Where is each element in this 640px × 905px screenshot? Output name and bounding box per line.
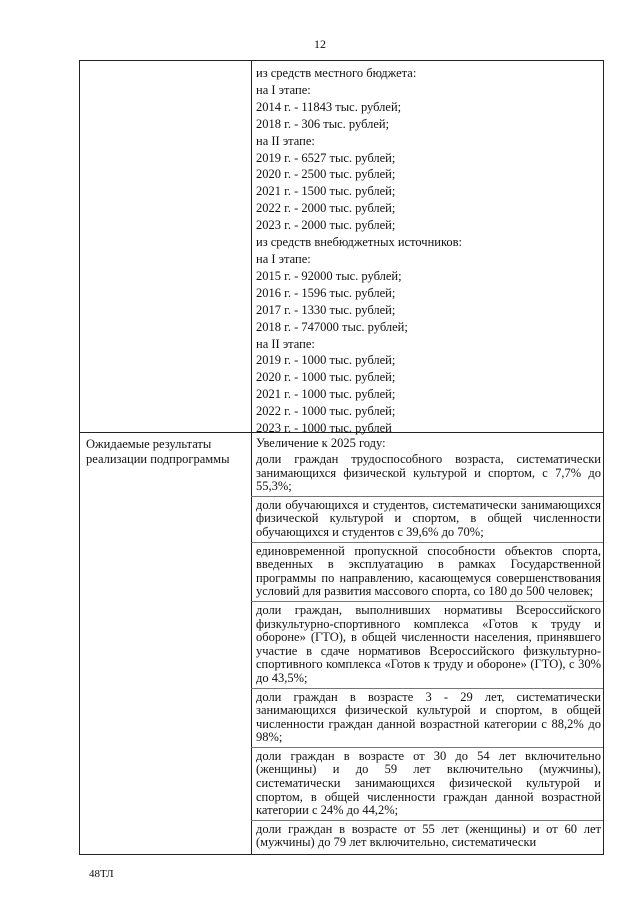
result-item: доли граждан трудоспособного возраста, систематически занимающихся физической культурой и спортом, с 7,7% до 55,3%; [256,452,601,494]
budget-line: 2021 г. - 1500 тыс. рублей; [256,184,396,199]
budget-line: 2020 г. - 1000 тыс. рублей; [256,370,396,385]
result-item: доли граждан в возрасте от 30 до 54 лет включительно (женщины) и до 59 лет включительно (мужчины), систематически занимающихся физической культурой и спортом, в общей численности граждан данной возрастной категории с 24% до 44,2%; [251,747,604,820]
budget-line: 2019 г. - 1000 тыс. рублей; [256,353,396,368]
result-item: доли граждан в возрасте 3 - 29 лет, систематически занимающихся физической культурой и спортом, в общей численности граждан данной возрастной категории с 88,2% до 98%; [251,688,604,747]
program-table [79,60,604,855]
budget-line: 2016 г. - 1596 тыс. рублей; [256,285,396,300]
result-item: доли граждан, выполнивших нормативы Всероссийского физкультурно-спортивного комплекса «Готов к труду и обороне» (ГТО), в общей численности населения, принявшего участие в сдаче нормативов Всероссийского физкультурно-спортивного комплекса «Готов к труду и обороне» (ГТО), с 30% до 43,5%; [251,601,604,688]
budget-line: из средств местного бюджета: [256,66,417,80]
budget-line: на II этапе: [256,336,315,351]
result-item: доли обучающихся и студентов, систематически занимающихся физической культурой и спортом, в общей численности обучающихся и студентов с 39,6% до 70%; [251,496,604,542]
result-item: единовременной пропускной способности объектов спорта, введенных в эксплуатацию в рамках Государственной программы по направлению, касающемуся совершенствования условий для развития массового спорта, со 180 до 500 человек; [251,542,604,601]
page-number: 12 [314,37,326,51]
budget-cell [256,65,599,437]
budget-line: 2023 г. - 2000 тыс. рублей; [256,218,396,233]
budget-line: 2018 г. - 747000 тыс. рублей; [256,319,408,334]
budget-line: 2023 г. - 1000 тыс. рублей [256,421,392,436]
expected-results-label: Ожидаемые результаты реализации подпрограммы [86,437,230,466]
result-item: доли граждан в возрасте от 55 лет (женщины) и от 60 лет (мужчины) до 79 лет включительно, систематически [251,820,604,852]
budget-line: из средств внебюджетных источников: [256,235,463,250]
budget-line: 2021 г. - 1000 тыс. рублей; [256,387,396,402]
budget-line: на II этапе: [256,133,315,148]
budget-line: 2019 г. - 6527 тыс. рублей; [256,150,396,165]
budget-line: 2017 г. - 1330 тыс. рублей; [256,302,396,317]
budget-line: 2022 г. - 1000 тыс. рублей; [256,404,396,419]
budget-line: 2018 г. - 306 тыс. рублей; [256,116,390,131]
budget-line: 2015 г. - 92000 тыс. рублей; [256,268,402,283]
budget-line: 2020 г. - 2500 тыс. рублей; [256,167,396,182]
budget-line: 2014 г. - 11843 тыс. рублей; [256,99,402,114]
results-heading: Увеличение к 2025 году: [256,436,386,450]
document-code: 48ТЛ [89,868,114,880]
budget-line: на I этапе: [256,82,311,97]
budget-line: на I этапе: [256,251,311,266]
results-cell [256,436,601,852]
budget-line: 2022 г. - 2000 тыс. рублей; [256,201,396,216]
